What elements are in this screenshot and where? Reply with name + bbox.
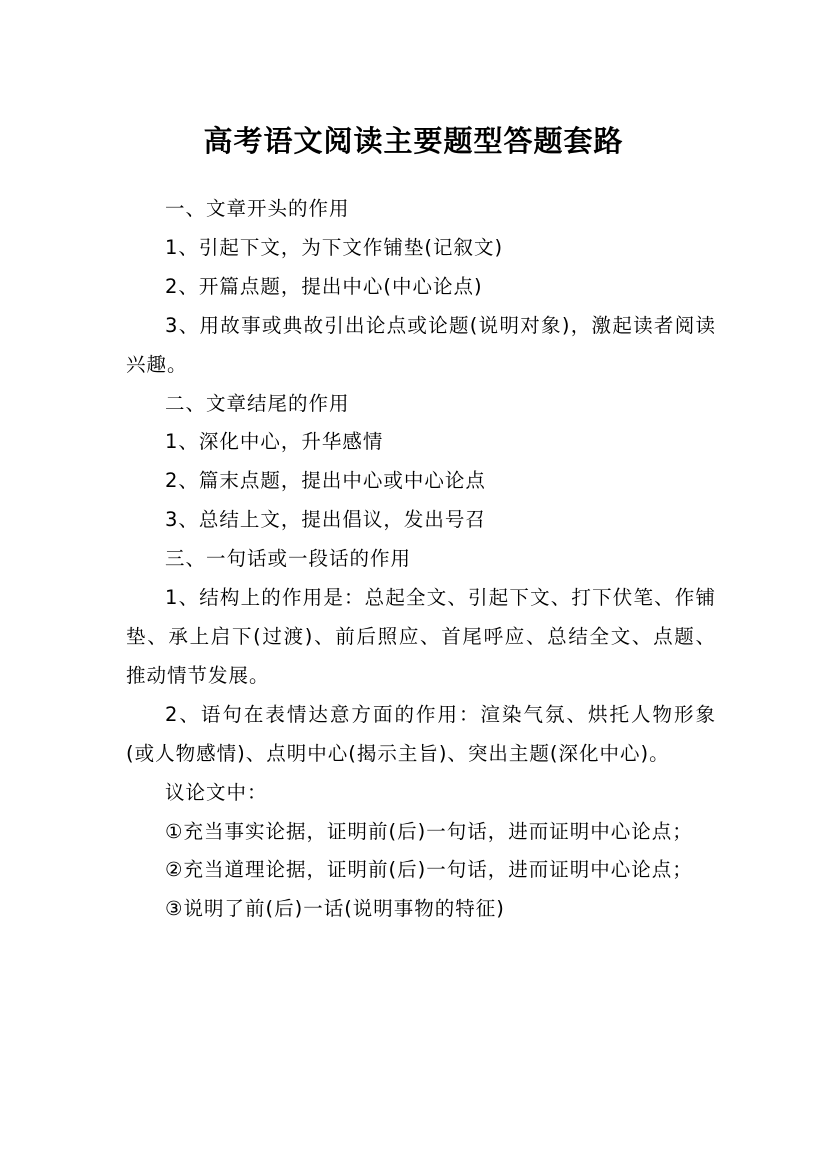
paragraph-item: ①充当事实论据，证明前(后)一句话，进而证明中心论点； xyxy=(165,819,693,843)
paragraph-item: 3、总结上文，提出倡议，发出号召 xyxy=(165,508,486,532)
subheading-argumentative: 议论文中： xyxy=(165,780,268,804)
paragraph-item: ③说明了前(后)一话(说明事物的特征) xyxy=(165,897,505,921)
paragraph-item: 3、用故事或典故引出论点或论题(说明对象)，激起读者阅读兴趣。 xyxy=(126,313,716,376)
document-title: 高考语文阅读主要题型答题套路 xyxy=(203,124,624,159)
document-body xyxy=(126,190,716,929)
heading-sentence-role: 三、一句话或一段话的作用 xyxy=(165,547,412,571)
paragraph-item: 1、结构上的作用是：总起全文、引起下文、打下伏笔、作铺垫、承上启下(过渡)、前后照应、首尾呼应、总结全文、点题、推动情节发展。 xyxy=(126,586,716,687)
paragraph-item: ②充当道理论据，证明前(后)一句话，进而证明中心论点； xyxy=(165,858,693,882)
paragraph-item: 2、语句在表情达意方面的作用：渲染气氛、烘托人物形象(或人物感情)、点明中心(揭示主旨)、突出主题(深化中心)。 xyxy=(126,702,716,765)
paragraph-item: 1、引起下文，为下文作铺垫(记叙文) xyxy=(165,235,504,259)
heading-ending: 二、文章结尾的作用 xyxy=(165,391,350,415)
heading-opening: 一、文章开头的作用 xyxy=(165,197,350,220)
paragraph-item: 2、篇末点题，提出中心或中心论点 xyxy=(165,469,486,493)
paragraph-item: 2、开篇点题，提出中心(中心论点) xyxy=(165,274,483,298)
paragraph-item: 1、深化中心，升华感情 xyxy=(165,430,384,454)
